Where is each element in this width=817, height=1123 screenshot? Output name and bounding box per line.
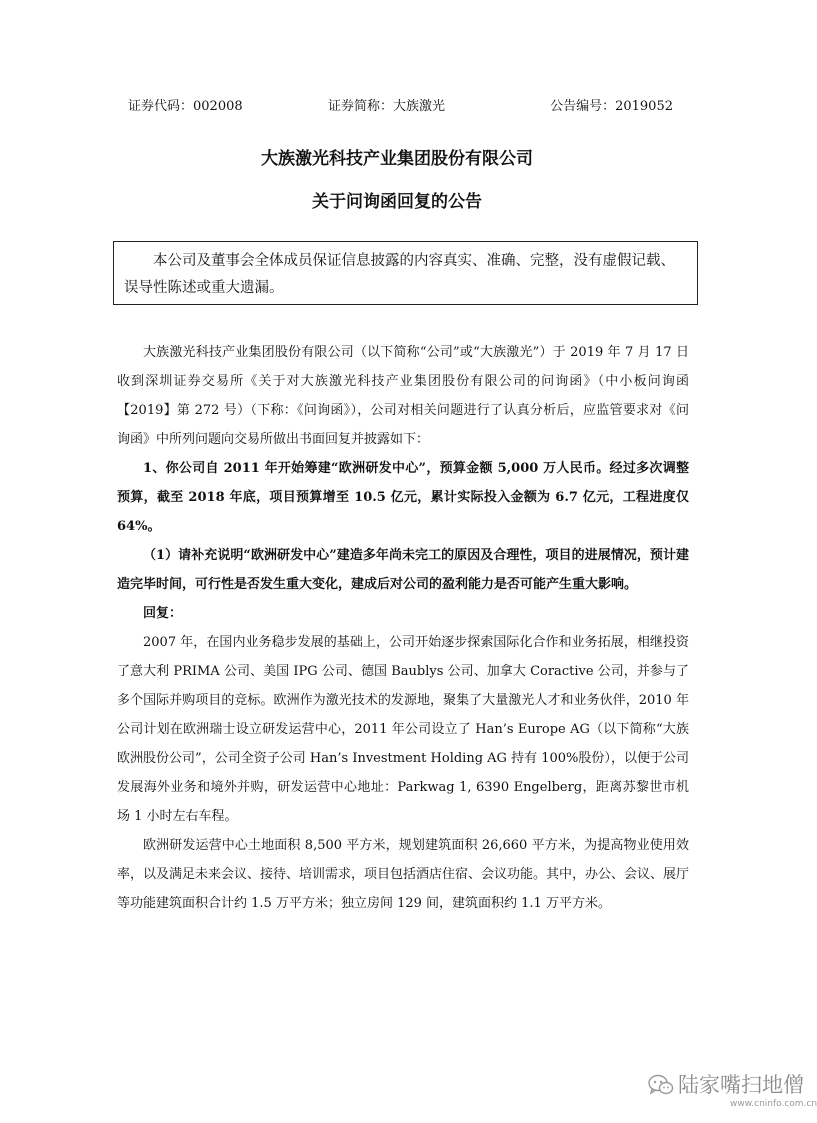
watermark	[648, 1068, 817, 1116]
reply-paragraph-1: 2007 年，在国内业务稳步发展的基础上，公司开始逐步探索国际化合作和业务拓展，相继投资了意大利 PRIMA 公司、美国 IPG 公司、德国 Baublys 公司、加拿大 Coractive 公司，并参与了多个国际并购项目的竞标。欧洲作为激光技术的发源地，聚集了大量激光人才和业务伙伴，2010 年公司计划在欧洲瑞士设立研发运营中心，2011 年公司设立了 Han’s Europe AG（以下简称“大族欧洲股份公司”，公司全资子公司 Han’s Investment Holding AG 持有 100%股份），以便于公司发展海外业务和境外并购，研发运营中心地址：Parkwag 1, 6390 Engelberg，距离苏黎世市机场 1 小时左右车程。	[117, 635, 689, 824]
document-body	[117, 338, 689, 918]
watermark-site: www.cninfo.com.cn	[730, 1099, 817, 1109]
reply-heading: 回复：	[143, 606, 183, 621]
stock-short-name: 证券简称：大族激光	[328, 99, 446, 114]
disclaimer-text: 本公司及董事会全体成员保证信息披露的内容真实、准确、完整，没有虚假记载、误导性陈述或重大遗漏。	[124, 253, 675, 296]
announcement-title: 关于问询函回复的公告	[312, 192, 482, 212]
wechat-icon	[648, 1074, 674, 1096]
announcement-number: 公告编号：2019052	[550, 99, 673, 114]
company-title: 大族激光科技产业集团股份有限公司	[261, 149, 533, 169]
watermark-text: 陆家嘴扫地僧	[678, 1073, 804, 1097]
reply-paragraph-2: 欧洲研发运营中心土地面积 8,500 平方米，规划建筑面积 26,660 平方米，为提高物业使用效率，以及满足未来会议、接待、培训需求，项目包括酒店住宿、会议功能。其中，办公、会议、展厅等功能建筑面积合计约 1.5 万平方米；独立房间 129 间，建筑面积约 1.1 万平方米。	[117, 838, 690, 911]
disclaimer-box	[113, 241, 698, 305]
question-1: 1、你公司自 2011 年开始筹建“欧洲研发中心”，预算金额 5,000 万人民币。经过多次调整预算，截至 2018 年底，项目预算增至 10.5 亿元，累计实际投入金额为 6.7 亿元，工程进度仅 64%。	[117, 461, 689, 534]
question-1-sub-1: （1）请补充说明“欧洲研发中心”建造多年尚未完工的原因及合理性，项目的进展情况，预计建造完毕时间，可行性是否发生重大变化，建成后对公司的盈利能力是否可能产生重大影响。	[117, 548, 689, 592]
document-header	[128, 97, 673, 117]
stock-code: 证券代码：002008	[128, 99, 243, 114]
intro-paragraph: 大族激光科技产业集团股份有限公司（以下简称“公司”或“大族激光”）于 2019 年 7 月 17 日收到深圳证券交易所《关于对大族激光科技产业集团股份有限公司的问询函》（中小板问询函【2019】第 272 号）（下称：《问询函》），公司对相关问题进行了认真分析后，应监管要求对《问询函》中所列问题向交易所做出书面回复并披露如下：	[117, 345, 689, 447]
